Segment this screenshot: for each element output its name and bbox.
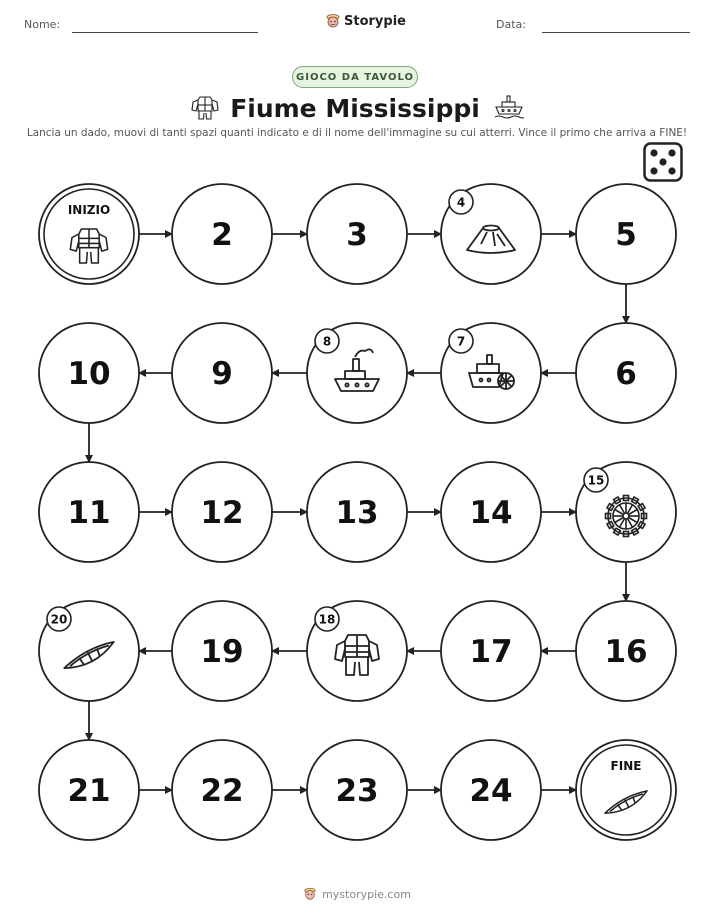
space-number-badge — [449, 329, 473, 353]
space-number: 14 — [469, 495, 513, 531]
space-number: 18 — [318, 612, 336, 627]
board-space-3 — [307, 184, 407, 284]
space-number: 4 — [456, 195, 466, 210]
board-space-19 — [172, 601, 272, 701]
start-label: INIZIO — [67, 203, 111, 217]
board-space-2 — [172, 184, 272, 284]
board-space-1 — [39, 184, 139, 284]
board-space-23 — [307, 740, 407, 840]
board-space-14 — [441, 462, 541, 562]
space-number: 5 — [615, 217, 637, 253]
board-space-7 — [441, 323, 541, 423]
board-space-15 — [576, 462, 676, 562]
space-number: 21 — [67, 773, 111, 809]
board-space-10 — [39, 323, 139, 423]
space-number: 15 — [587, 473, 605, 488]
space-number-badge — [584, 468, 608, 492]
board-space-5 — [576, 184, 676, 284]
space-number: 17 — [469, 634, 513, 670]
space-number: 7 — [456, 334, 466, 349]
board-space-25 — [576, 740, 676, 840]
instructions: Lancia un dado, muovi di tanti spazi quanti indicato e di il nome dell'immagine su cui atterri. Vince il primo che arriva a FINE! — [26, 127, 688, 139]
board-space-20 — [39, 601, 139, 701]
footer-site: mystorypie.com — [322, 887, 411, 901]
board-space-24 — [441, 740, 541, 840]
date-label: Data: — [496, 18, 526, 31]
board-space-9 — [172, 323, 272, 423]
space-number: 10 — [67, 356, 111, 392]
space-number: 20 — [50, 612, 68, 627]
name-label: Nome: — [24, 18, 61, 31]
space-number: 13 — [335, 495, 379, 531]
space-number: 24 — [469, 773, 513, 809]
board-space-22 — [172, 740, 272, 840]
space-number: 9 — [211, 356, 233, 392]
space-number: 3 — [346, 217, 368, 253]
space-number: 8 — [322, 334, 332, 349]
space-number: 23 — [335, 773, 379, 809]
board-space-16 — [576, 601, 676, 701]
space-number-badge — [315, 607, 339, 631]
board-space-11 — [39, 462, 139, 562]
footer — [0, 887, 714, 901]
space-number: 11 — [67, 495, 111, 531]
space-number: 16 — [604, 634, 648, 670]
board-space-13 — [307, 462, 407, 562]
board-space-4 — [441, 184, 541, 284]
space-number: 19 — [200, 634, 244, 670]
space-number: 22 — [200, 773, 244, 809]
end-label: FINE — [610, 759, 642, 773]
board-space-12 — [172, 462, 272, 562]
space-number: 12 — [200, 495, 244, 531]
space-number-badge — [47, 607, 71, 631]
space-number-badge — [449, 190, 473, 214]
board-space-6 — [576, 323, 676, 423]
space-number: 2 — [211, 217, 233, 253]
space-number-badge — [315, 329, 339, 353]
title-text: Fiume Mississippi — [230, 94, 480, 123]
brand-name: Storypie — [344, 13, 406, 29]
game-type-badge: GIOCO DA TAVOLO — [292, 66, 418, 88]
space-number: 6 — [615, 356, 637, 392]
board-space-17 — [441, 601, 541, 701]
board-space-21 — [39, 740, 139, 840]
board-space-18 — [307, 601, 407, 701]
storypie-mascot-icon — [303, 887, 317, 901]
board-space-8 — [307, 323, 407, 423]
